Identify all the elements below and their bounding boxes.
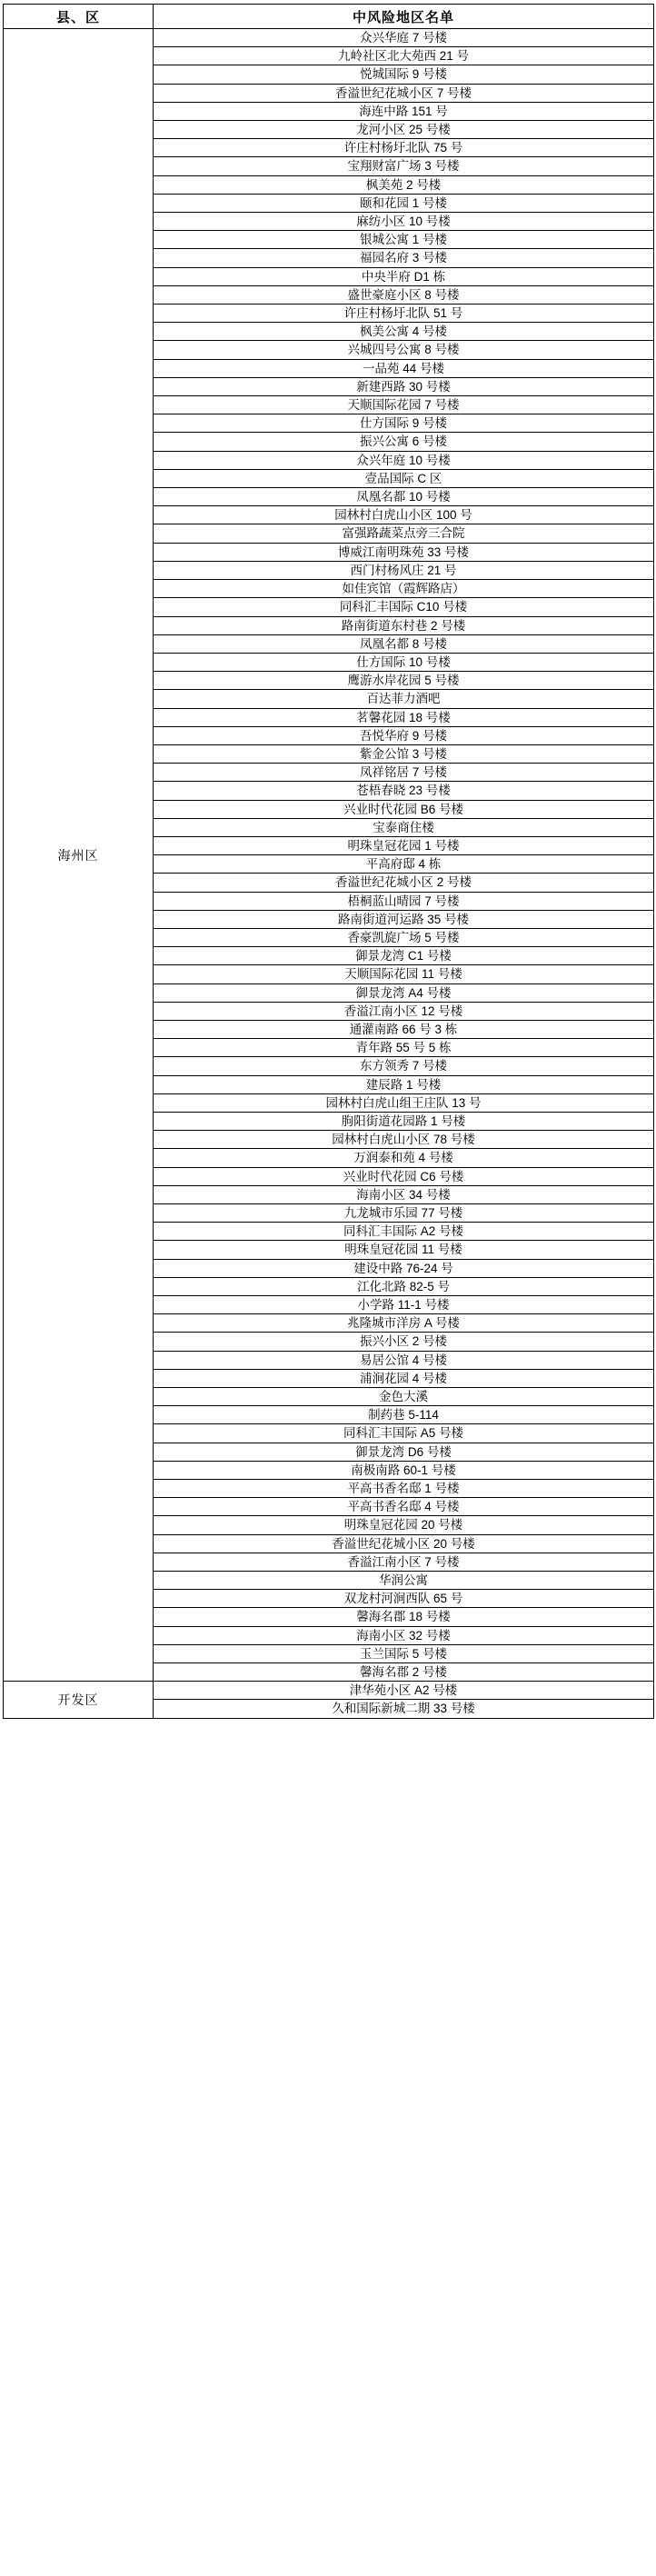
area-cell: 香溢江南小区 7 号楼 <box>154 1553 654 1571</box>
area-cell: 振兴公寓 6 号楼 <box>154 433 654 451</box>
district-cell: 海州区 <box>4 29 154 1682</box>
area-cell: 凤凰名都 10 号楼 <box>154 488 654 506</box>
area-cell: 龙河小区 25 号楼 <box>154 121 654 139</box>
area-cell: 玉兰国际 5 号楼 <box>154 1644 654 1662</box>
table-row <box>4 29 654 47</box>
area-cell: 兴业时代花园 B6 号楼 <box>154 800 654 818</box>
area-cell: 路南街道东村巷 2 号楼 <box>154 616 654 634</box>
area-cell: 苍梧春晓 23 号楼 <box>154 782 654 800</box>
area-cell: 建设中路 76-24 号 <box>154 1259 654 1277</box>
area-cell: 馨海名郡 18 号楼 <box>154 1608 654 1626</box>
district-cell: 开发区 <box>4 1682 154 1718</box>
area-cell: 九岭社区北大苑西 21 号 <box>154 47 654 65</box>
area-cell: 香溢世纪花城小区 7 号楼 <box>154 84 654 102</box>
area-cell: 同科汇丰国际 C10 号楼 <box>154 598 654 616</box>
risk-area-table <box>3 4 654 1719</box>
area-cell: 香溢世纪花城小区 20 号楼 <box>154 1534 654 1553</box>
area-cell: 兆隆城市洋房 A 号楼 <box>154 1314 654 1333</box>
area-cell: 香溢江南小区 12 号楼 <box>154 1002 654 1020</box>
area-cell: 天顺国际花园 7 号楼 <box>154 396 654 414</box>
area-cell: 平高书香名邸 1 号楼 <box>154 1480 654 1498</box>
area-cell: 香溢世纪花城小区 2 号楼 <box>154 874 654 892</box>
area-cell: 建辰路 1 号楼 <box>154 1075 654 1093</box>
area-cell: 悦城国际 9 号楼 <box>154 65 654 84</box>
area-cell: 平高书香名邸 4 号楼 <box>154 1498 654 1516</box>
area-cell: 富强路蔬菜点旁三合院 <box>154 524 654 543</box>
area-cell: 馨海名郡 2 号楼 <box>154 1663 654 1682</box>
area-cell: 朐阳街道花园路 1 号楼 <box>154 1112 654 1130</box>
area-cell: 凤凰名都 8 号楼 <box>154 634 654 653</box>
area-cell: 海连中路 151 号 <box>154 102 654 120</box>
table-row <box>4 1682 654 1700</box>
area-cell: 中央半府 D1 栋 <box>154 267 654 285</box>
area-cell: 百达菲力酒吧 <box>154 690 654 708</box>
area-cell: 制药巷 5-114 <box>154 1406 654 1424</box>
table-header-row <box>4 5 654 29</box>
area-cell: 津华苑小区 A2 号楼 <box>154 1682 654 1700</box>
area-cell: 新建西路 30 号楼 <box>154 377 654 395</box>
area-cell: 枫美苑 2 号楼 <box>154 175 654 194</box>
area-cell: 众兴年庭 10 号楼 <box>154 451 654 469</box>
area-cell: 福园名府 3 号楼 <box>154 249 654 267</box>
area-cell: 青年路 55 号 5 栋 <box>154 1039 654 1057</box>
column-header-areas: 中风险地区名单 <box>154 5 654 29</box>
area-cell: 双龙村河涧西队 65 号 <box>154 1590 654 1608</box>
area-cell: 吾悦华府 9 号楼 <box>154 726 654 744</box>
area-cell: 如佳宾馆（霞辉路店） <box>154 580 654 598</box>
area-cell: 兴业时代花园 C6 号楼 <box>154 1167 654 1185</box>
area-cell: 宝翔财富广场 3 号楼 <box>154 157 654 175</box>
area-cell: 仕方国际 9 号楼 <box>154 414 654 433</box>
area-cell: 平高府邸 4 栋 <box>154 855 654 874</box>
area-cell: 久和国际新城二期 33 号楼 <box>154 1700 654 1718</box>
area-cell: 华润公寓 <box>154 1572 654 1590</box>
area-cell: 同科汇丰国际 A5 号楼 <box>154 1424 654 1443</box>
area-cell: 明珠皇冠花园 11 号楼 <box>154 1241 654 1259</box>
area-cell: 御景龙湾 D6 号楼 <box>154 1443 654 1461</box>
area-cell: 西门村杨风庄 21 号 <box>154 561 654 579</box>
area-cell: 许庄村杨圩北队 75 号 <box>154 139 654 157</box>
area-cell: 香豪凯旋广场 5 号楼 <box>154 928 654 946</box>
area-cell: 九龙城市乐园 77 号楼 <box>154 1204 654 1223</box>
area-cell: 麻纺小区 10 号楼 <box>154 213 654 231</box>
area-cell: 海南小区 32 号楼 <box>154 1626 654 1644</box>
area-cell: 万润泰和苑 4 号楼 <box>154 1149 654 1167</box>
area-cell: 御景龙湾 A4 号楼 <box>154 983 654 1002</box>
area-cell: 明珠皇冠花园 20 号楼 <box>154 1516 654 1534</box>
area-cell: 宝泰商住楼 <box>154 818 654 836</box>
area-cell: 海南小区 34 号楼 <box>154 1185 654 1203</box>
area-cell: 小学路 11-1 号楼 <box>154 1296 654 1314</box>
area-cell: 南极南路 60-1 号楼 <box>154 1461 654 1479</box>
area-cell: 通灌南路 66 号 3 栋 <box>154 1020 654 1038</box>
area-cell: 浦涧花园 4 号楼 <box>154 1369 654 1387</box>
area-cell: 江化北路 82-5 号 <box>154 1277 654 1295</box>
area-cell: 兴城四号公寓 8 号楼 <box>154 341 654 359</box>
area-cell: 园林村白虎山组王庄队 13 号 <box>154 1093 654 1112</box>
area-cell: 同科汇丰国际 A2 号楼 <box>154 1223 654 1241</box>
area-cell: 东方领秀 7 号楼 <box>154 1057 654 1075</box>
area-cell: 众兴华庭 7 号楼 <box>154 29 654 47</box>
area-cell: 御景龙湾 C1 号楼 <box>154 947 654 965</box>
area-cell: 许庄村杨圩北队 51 号 <box>154 305 654 323</box>
area-cell: 明珠皇冠花园 1 号楼 <box>154 836 654 854</box>
area-cell: 凤祥铭居 7 号楼 <box>154 764 654 782</box>
area-cell: 园林村白虎山小区 78 号楼 <box>154 1131 654 1149</box>
area-cell: 博威江南明珠苑 33 号楼 <box>154 543 654 561</box>
table-body <box>4 29 654 1719</box>
area-cell: 仕方国际 10 号楼 <box>154 653 654 671</box>
area-cell: 金色大溪 <box>154 1388 654 1406</box>
table-header <box>4 5 654 29</box>
area-cell: 紫金公馆 3 号楼 <box>154 744 654 763</box>
area-cell: 易居公馆 4 号楼 <box>154 1351 654 1369</box>
area-cell: 鹰游水岸花园 5 号楼 <box>154 672 654 690</box>
column-header-district: 县、区 <box>4 5 154 29</box>
area-cell: 银城公寓 1 号楼 <box>154 231 654 249</box>
area-cell: 颐和花园 1 号楼 <box>154 194 654 212</box>
area-cell: 一品苑 44 号楼 <box>154 359 654 377</box>
area-cell: 茗馨花园 18 号楼 <box>154 708 654 726</box>
area-cell: 枫美公寓 4 号楼 <box>154 323 654 341</box>
area-cell: 天顺国际花园 11 号楼 <box>154 965 654 983</box>
area-cell: 盛世豪庭小区 8 号楼 <box>154 285 654 304</box>
area-cell: 振兴小区 2 号楼 <box>154 1333 654 1351</box>
area-cell: 路南街道河运路 35 号楼 <box>154 910 654 928</box>
area-cell: 梧桐蓝山晴园 7 号楼 <box>154 892 654 910</box>
area-cell: 园林村白虎山小区 100 号 <box>154 506 654 524</box>
area-cell: 壹品国际 C 区 <box>154 469 654 487</box>
